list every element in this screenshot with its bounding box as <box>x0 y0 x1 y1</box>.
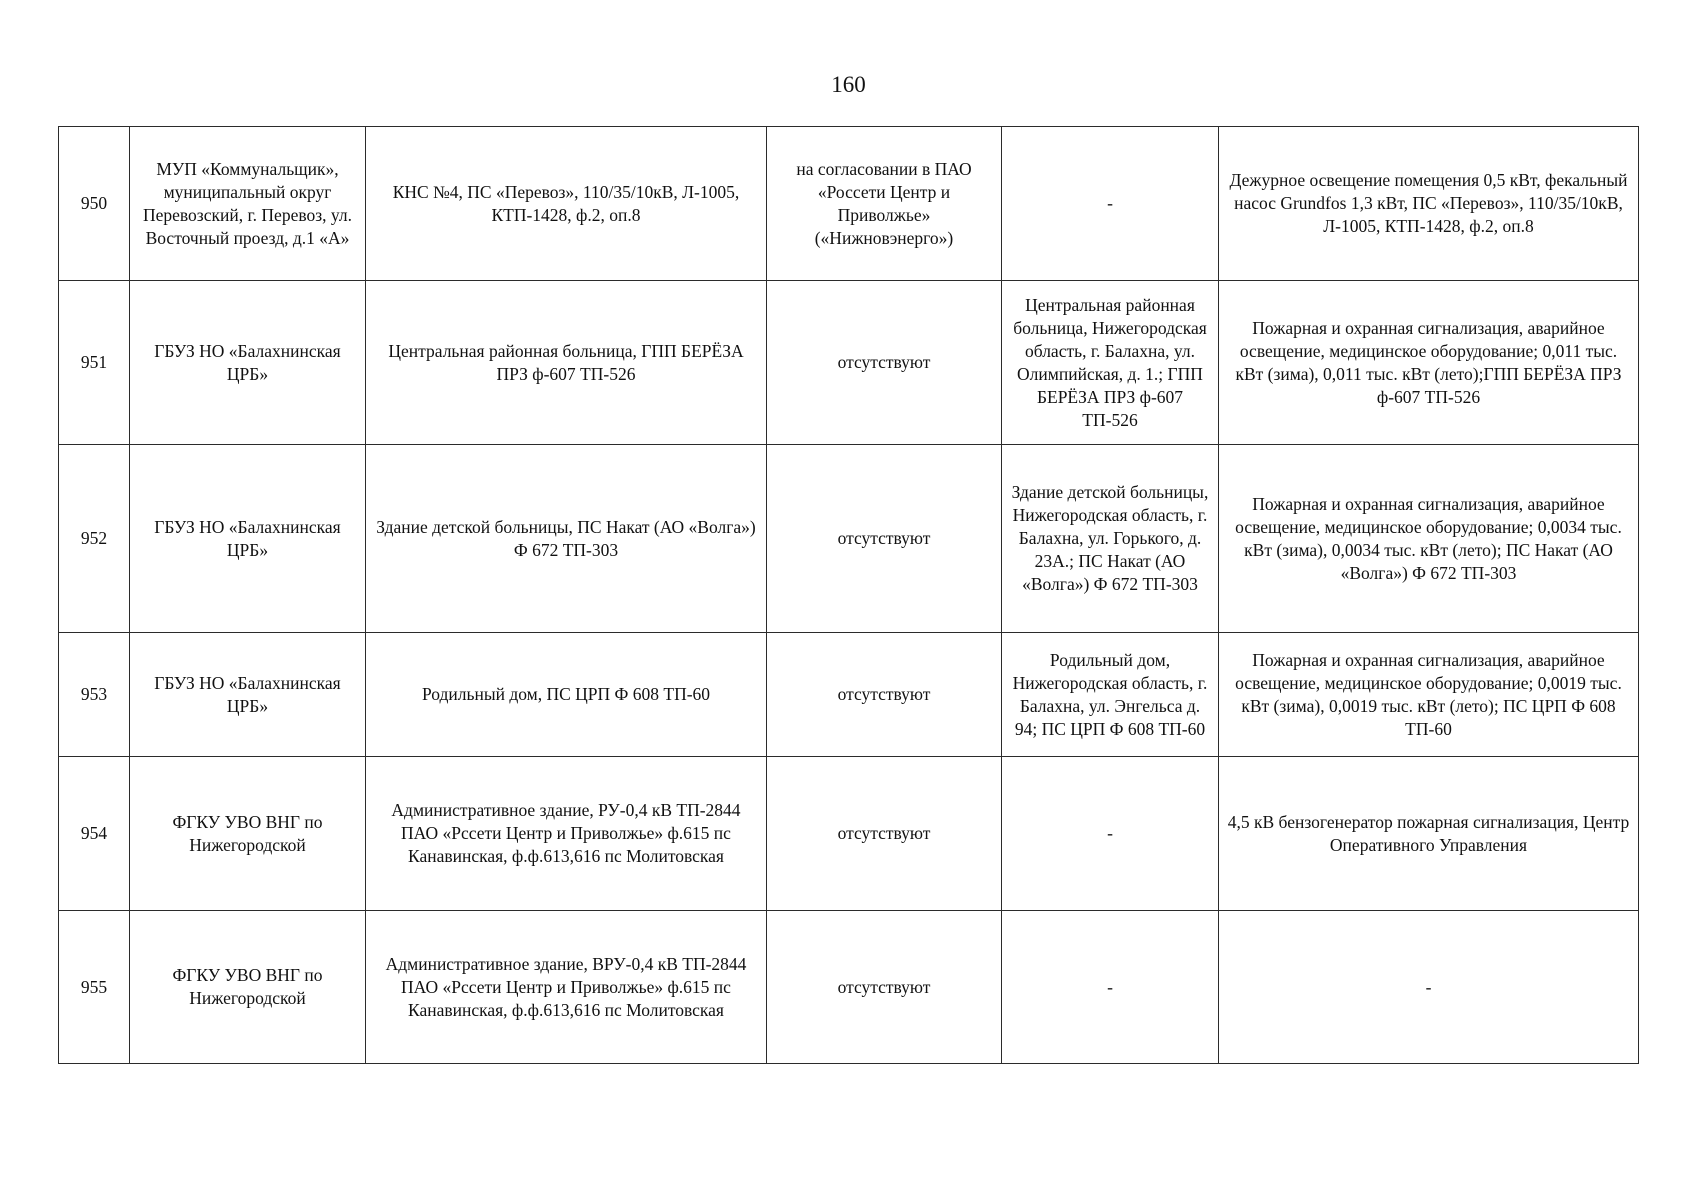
status-cell: отсутствуют <box>767 911 1002 1064</box>
address-cell: Здание детской больницы, Нижегородская область, г. Балахна, ул. Горького, д. 23А.; ПС Накат (АО «Волга») Ф 672 ТП-303 <box>1002 445 1219 633</box>
object-cell: Здание детской больницы, ПС Накат (АО «Волга») Ф 672 ТП-303 <box>366 445 767 633</box>
equipment-cell: Пожарная и охранная сигнализация, аварийное освещение, медицинское оборудование; 0,0019 тыс. кВт (зима), 0,0019 тыс. кВт (лето); ПС ЦРП Ф 608 ТП-60 <box>1219 633 1639 757</box>
equipment-cell: - <box>1219 911 1639 1064</box>
organization-cell: ГБУЗ НО «Балахнинская ЦРБ» <box>130 445 366 633</box>
address-cell: - <box>1002 911 1219 1064</box>
object-cell: КНС №4, ПС «Перевоз», 110/35/10кВ, Л-1005, КТП-1428, ф.2, оп.8 <box>366 127 767 281</box>
equipment-cell: Пожарная и охранная сигнализация, аварийное освещение, медицинское оборудование; 0,0034 тыс. кВт (зима), 0,0034 тыс. кВт (лето); ПС Накат (АО «Волга») Ф 672 ТП-303 <box>1219 445 1639 633</box>
address-cell: Центральная районная больница, Нижегородская область, г. Балахна, ул. Олимпийская, д. 1.; ГПП БЕРЁЗА ПРЗ ф-607 ТП-526 <box>1002 281 1219 445</box>
row-number: 951 <box>59 281 130 445</box>
status-cell: отсутствуют <box>767 445 1002 633</box>
row-number: 950 <box>59 127 130 281</box>
equipment-cell: Дежурное освещение помещения 0,5 кВт, фекальный насос Grundfos 1,3 кВт, ПС «Перевоз», 110/35/10кВ, Л-1005, КТП-1428, ф.2, оп.8 <box>1219 127 1639 281</box>
table-row <box>59 281 1639 445</box>
page-number: 160 <box>831 72 866 97</box>
equipment-cell: 4,5 кВ бензогенератор пожарная сигнализация, Центр Оперативного Управления <box>1219 757 1639 911</box>
status-cell: отсутствуют <box>767 281 1002 445</box>
object-cell: Родильный дом, ПС ЦРП Ф 608 ТП-60 <box>366 633 767 757</box>
object-cell: Административное здание, ВРУ-0,4 кВ ТП-2844 ПАО «Рссети Центр и Приволжье» ф.615 пс Канавинская, ф.ф.613,616 пс Молитовская <box>366 911 767 1064</box>
status-cell: отсутствуют <box>767 633 1002 757</box>
table-row <box>59 757 1639 911</box>
organization-cell: ГБУЗ НО «Балахнинская ЦРБ» <box>130 281 366 445</box>
row-number: 955 <box>59 911 130 1064</box>
object-cell: Административное здание, РУ-0,4 кВ ТП-2844 ПАО «Рссети Центр и Приволжье» ф.615 пс Канавинская, ф.ф.613,616 пс Молитовская <box>366 757 767 911</box>
table-row <box>59 911 1639 1064</box>
address-cell: - <box>1002 757 1219 911</box>
data-table <box>58 126 1639 1064</box>
address-cell: Родильный дом, Нижегородская область, г. Балахна, ул. Энгельса д. 94; ПС ЦРП Ф 608 ТП-60 <box>1002 633 1219 757</box>
organization-cell: ГБУЗ НО «Балахнинская ЦРБ» <box>130 633 366 757</box>
status-cell: на согласовании в ПАО «Россети Центр и Приволжье» («Нижновэнерго») <box>767 127 1002 281</box>
table-row <box>59 633 1639 757</box>
status-cell: отсутствуют <box>767 757 1002 911</box>
organization-cell: МУП «Коммунальщик», муниципальный округ Перевозский, г. Перевоз, ул. Восточный проезд, д.1 «А» <box>130 127 366 281</box>
address-cell: - <box>1002 127 1219 281</box>
object-cell: Центральная районная больница, ГПП БЕРЁЗА ПРЗ ф-607 ТП-526 <box>366 281 767 445</box>
row-number: 953 <box>59 633 130 757</box>
table-row <box>59 127 1639 281</box>
row-number: 952 <box>59 445 130 633</box>
equipment-cell: Пожарная и охранная сигнализация, аварийное освещение, медицинское оборудование; 0,011 тыс. кВт (зима), 0,011 тыс. кВт (лето);ГПП БЕРЁЗА ПРЗ ф-607 ТП-526 <box>1219 281 1639 445</box>
organization-cell: ФГКУ УВО ВНГ по Нижегородской <box>130 911 366 1064</box>
row-number: 954 <box>59 757 130 911</box>
table-row <box>59 445 1639 633</box>
organization-cell: ФГКУ УВО ВНГ по Нижегородской <box>130 757 366 911</box>
